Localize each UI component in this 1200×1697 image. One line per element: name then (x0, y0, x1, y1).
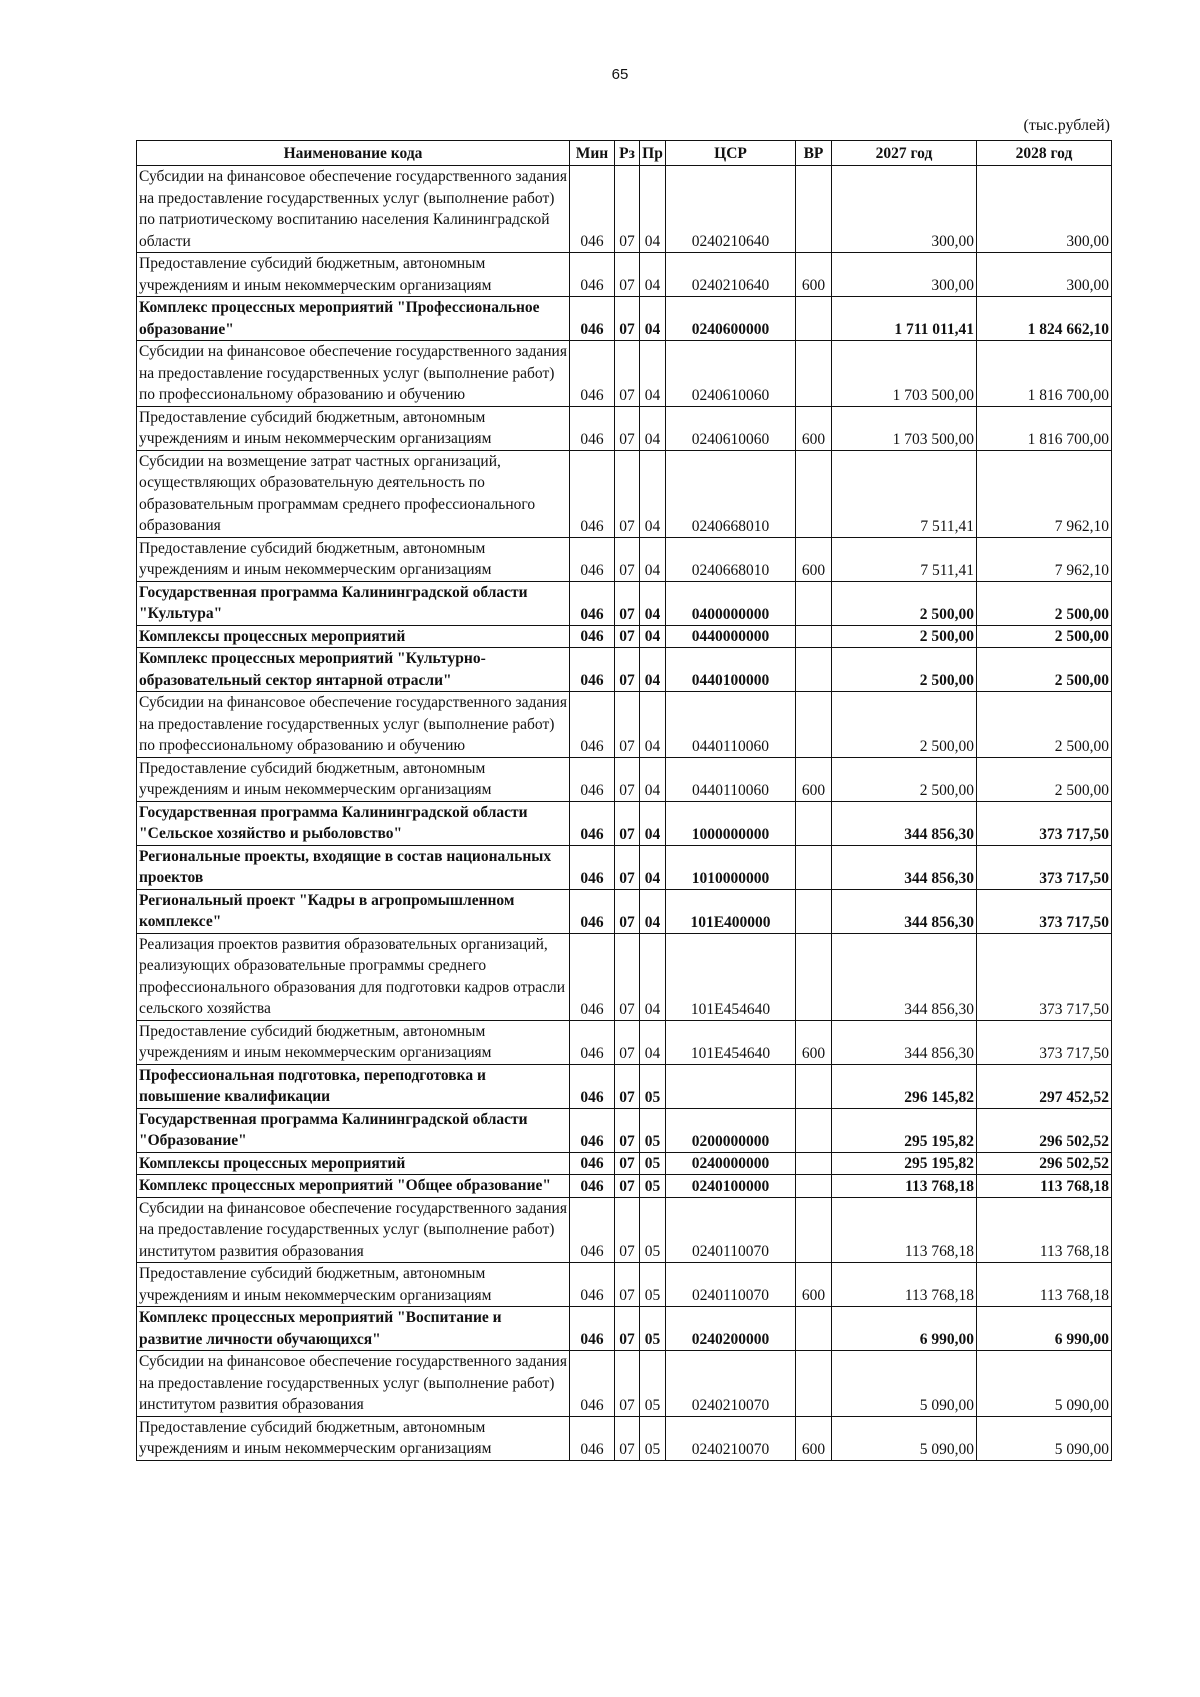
row-rz: 07 (615, 757, 640, 801)
row-2028: 297 452,52 (977, 1064, 1112, 1108)
row-vr (796, 1152, 832, 1175)
table-row (137, 692, 1112, 758)
row-vr: 600 (796, 537, 832, 581)
row-min: 046 (570, 757, 615, 801)
row-2027: 344 856,30 (832, 801, 977, 845)
table-row (137, 537, 1112, 581)
table-row (137, 801, 1112, 845)
row-vr (796, 1108, 832, 1152)
row-2028: 1 816 700,00 (977, 406, 1112, 450)
row-csr: 0240200000 (666, 1307, 796, 1351)
column-header-name: Наименование кода (137, 141, 570, 166)
row-2027: 295 195,82 (832, 1108, 977, 1152)
row-rz: 07 (615, 1020, 640, 1064)
row-name: Региональный проект "Кадры в агропромышленном комплексе" (137, 889, 570, 933)
row-2027: 344 856,30 (832, 933, 977, 1020)
row-vr: 600 (796, 757, 832, 801)
row-pr: 04 (640, 692, 666, 758)
row-pr: 05 (640, 1197, 666, 1263)
row-2027: 300,00 (832, 166, 977, 253)
row-pr: 04 (640, 625, 666, 648)
row-name: Реализация проектов развития образовательных организаций, реализующих образовательные программы среднего профессионального образования для подготовки кадров отрасли сельского хозяйства (137, 933, 570, 1020)
table-row (137, 1108, 1112, 1152)
row-name: Предоставление субсидий бюджетным, автономным учреждениям и иным некоммерческим организациям (137, 1020, 570, 1064)
row-name: Субсидии на финансовое обеспечение государственного задания на предоставление государственных услуг (выполнение работ) по патриотическому воспитанию населения Калининградской области (137, 166, 570, 253)
row-pr: 04 (640, 801, 666, 845)
row-2028: 6 990,00 (977, 1307, 1112, 1351)
row-2027: 1 703 500,00 (832, 406, 977, 450)
row-2027: 5 090,00 (832, 1416, 977, 1460)
row-rz: 07 (615, 933, 640, 1020)
row-csr: 0240110070 (666, 1263, 796, 1307)
column-header-2027: 2027 год (832, 141, 977, 166)
column-header-2028: 2028 год (977, 141, 1112, 166)
row-min: 046 (570, 1175, 615, 1198)
row-csr: 0240668010 (666, 450, 796, 537)
row-2028: 113 768,18 (977, 1263, 1112, 1307)
row-rz: 07 (615, 253, 640, 297)
row-name: Предоставление субсидий бюджетным, автономным учреждениям и иным некоммерческим организациям (137, 253, 570, 297)
row-vr: 600 (796, 1263, 832, 1307)
row-2028: 296 502,52 (977, 1152, 1112, 1175)
row-csr: 0440100000 (666, 648, 796, 692)
row-name: Государственная программа Калининградской области "Образование" (137, 1108, 570, 1152)
table-header-row (137, 141, 1112, 166)
row-rz: 07 (615, 625, 640, 648)
row-name: Предоставление субсидий бюджетным, автономным учреждениям и иным некоммерческим организациям (137, 757, 570, 801)
row-vr: 600 (796, 253, 832, 297)
table-row (137, 450, 1112, 537)
row-rz: 07 (615, 297, 640, 341)
row-name: Субсидии на финансовое обеспечение государственного задания на предоставление государственных услуг (выполнение работ) по профессиональному образованию и обучению (137, 341, 570, 407)
row-min: 046 (570, 933, 615, 1020)
row-rz: 07 (615, 1108, 640, 1152)
column-header-csr: ЦСР (666, 141, 796, 166)
row-csr: 0240610060 (666, 406, 796, 450)
row-2027: 2 500,00 (832, 692, 977, 758)
row-vr (796, 933, 832, 1020)
column-header-pr: Пр (640, 141, 666, 166)
row-name: Комплекс процессных мероприятий "Воспитание и развитие личности обучающихся" (137, 1307, 570, 1351)
table-row (137, 1064, 1112, 1108)
row-vr: 600 (796, 406, 832, 450)
row-min: 046 (570, 450, 615, 537)
row-name: Субсидии на финансовое обеспечение государственного задания на предоставление государственных услуг (выполнение работ) институтом развития образования (137, 1351, 570, 1417)
row-csr: 0240210070 (666, 1416, 796, 1460)
row-csr: 101E454640 (666, 933, 796, 1020)
row-min: 046 (570, 692, 615, 758)
row-2028: 373 717,50 (977, 801, 1112, 845)
row-vr: 600 (796, 1416, 832, 1460)
row-2028: 300,00 (977, 166, 1112, 253)
table-row (137, 933, 1112, 1020)
row-name: Предоставление субсидий бюджетным, автономным учреждениям и иным некоммерческим организациям (137, 406, 570, 450)
row-min: 046 (570, 406, 615, 450)
row-2028: 2 500,00 (977, 692, 1112, 758)
row-vr (796, 889, 832, 933)
row-2027: 5 090,00 (832, 1351, 977, 1417)
row-name: Комплексы процессных мероприятий (137, 1152, 570, 1175)
row-2028: 1 816 700,00 (977, 341, 1112, 407)
row-pr: 04 (640, 253, 666, 297)
table-row (137, 1197, 1112, 1263)
row-pr: 04 (640, 845, 666, 889)
row-2027: 2 500,00 (832, 648, 977, 692)
row-pr: 04 (640, 166, 666, 253)
row-pr: 04 (640, 1020, 666, 1064)
row-csr: 101E454640 (666, 1020, 796, 1064)
row-rz: 07 (615, 692, 640, 758)
row-2028: 2 500,00 (977, 648, 1112, 692)
row-vr (796, 297, 832, 341)
row-2027: 7 511,41 (832, 537, 977, 581)
row-pr: 04 (640, 450, 666, 537)
column-header-vr: ВР (796, 141, 832, 166)
table-row (137, 1263, 1112, 1307)
row-name: Комплексы процессных мероприятий (137, 625, 570, 648)
row-vr (796, 692, 832, 758)
row-name: Региональные проекты, входящие в состав национальных проектов (137, 845, 570, 889)
row-2027: 295 195,82 (832, 1152, 977, 1175)
row-csr: 0440000000 (666, 625, 796, 648)
table-row (137, 1152, 1112, 1175)
row-pr: 05 (640, 1175, 666, 1198)
row-2027: 7 511,41 (832, 450, 977, 537)
row-vr (796, 1064, 832, 1108)
row-min: 046 (570, 537, 615, 581)
row-vr (796, 450, 832, 537)
row-csr: 0200000000 (666, 1108, 796, 1152)
row-rz: 07 (615, 166, 640, 253)
row-2028: 2 500,00 (977, 757, 1112, 801)
row-min: 046 (570, 845, 615, 889)
row-name: Комплекс процессных мероприятий "Культурно-образовательный сектор янтарной отрасли" (137, 648, 570, 692)
row-min: 046 (570, 166, 615, 253)
table-body (137, 166, 1112, 1461)
row-rz: 07 (615, 1263, 640, 1307)
row-name: Комплекс процессных мероприятий "Общее образование" (137, 1175, 570, 1198)
budget-table (136, 140, 1112, 1461)
row-csr: 0240210070 (666, 1351, 796, 1417)
row-2027: 113 768,18 (832, 1197, 977, 1263)
row-2028: 373 717,50 (977, 1020, 1112, 1064)
row-min: 046 (570, 1263, 615, 1307)
row-pr: 04 (640, 757, 666, 801)
row-min: 046 (570, 1064, 615, 1108)
row-name: Субсидии на возмещение затрат частных организаций, осуществляющих образовательную деятельность по образовательным программам среднего профессионального образования (137, 450, 570, 537)
row-min: 046 (570, 801, 615, 845)
row-2028: 113 768,18 (977, 1197, 1112, 1263)
row-csr: 0240000000 (666, 1152, 796, 1175)
table-row (137, 1416, 1112, 1460)
row-pr: 04 (640, 406, 666, 450)
row-csr: 0240610060 (666, 341, 796, 407)
row-2027: 1 711 011,41 (832, 297, 977, 341)
row-pr: 05 (640, 1307, 666, 1351)
row-min: 046 (570, 889, 615, 933)
row-vr (796, 341, 832, 407)
row-rz: 07 (615, 341, 640, 407)
row-rz: 07 (615, 648, 640, 692)
row-rz: 07 (615, 845, 640, 889)
row-csr: 0240210640 (666, 166, 796, 253)
row-2027: 6 990,00 (832, 1307, 977, 1351)
row-2027: 113 768,18 (832, 1175, 977, 1198)
row-vr (796, 1351, 832, 1417)
row-name: Предоставление субсидий бюджетным, автономным учреждениям и иным некоммерческим организациям (137, 1263, 570, 1307)
row-name: Профессиональная подготовка, переподготовка и повышение квалификации (137, 1064, 570, 1108)
row-csr: 1000000000 (666, 801, 796, 845)
row-name: Комплекс процессных мероприятий "Профессиональное образование" (137, 297, 570, 341)
row-rz: 07 (615, 1175, 640, 1198)
row-pr: 05 (640, 1064, 666, 1108)
row-min: 046 (570, 1197, 615, 1263)
row-min: 046 (570, 297, 615, 341)
row-2027: 2 500,00 (832, 625, 977, 648)
row-2028: 5 090,00 (977, 1351, 1112, 1417)
row-2028: 113 768,18 (977, 1175, 1112, 1198)
row-csr: 101E400000 (666, 889, 796, 933)
row-min: 046 (570, 253, 615, 297)
table-row (137, 253, 1112, 297)
row-2028: 373 717,50 (977, 889, 1112, 933)
table-row (137, 889, 1112, 933)
row-2027: 1 703 500,00 (832, 341, 977, 407)
row-rz: 07 (615, 1152, 640, 1175)
row-2028: 2 500,00 (977, 625, 1112, 648)
row-rz: 07 (615, 1064, 640, 1108)
row-pr: 05 (640, 1416, 666, 1460)
row-pr: 04 (640, 537, 666, 581)
page-number: 65 (611, 66, 629, 83)
row-min: 046 (570, 1108, 615, 1152)
row-rz: 07 (615, 406, 640, 450)
row-pr: 05 (640, 1152, 666, 1175)
row-2027: 113 768,18 (832, 1263, 977, 1307)
row-csr (666, 1064, 796, 1108)
row-vr (796, 1197, 832, 1263)
row-2028: 1 824 662,10 (977, 297, 1112, 341)
row-min: 046 (570, 1416, 615, 1460)
row-rz: 07 (615, 1351, 640, 1417)
row-name: Государственная программа Калининградской области "Культура" (137, 581, 570, 625)
row-min: 046 (570, 1020, 615, 1064)
table-row (137, 406, 1112, 450)
table-row (137, 297, 1112, 341)
row-csr: 0440110060 (666, 757, 796, 801)
row-csr: 0240110070 (666, 1197, 796, 1263)
table-row (137, 1175, 1112, 1198)
row-name: Субсидии на финансовое обеспечение государственного задания на предоставление государственных услуг (выполнение работ) институтом развития образования (137, 1197, 570, 1263)
row-pr: 04 (640, 933, 666, 1020)
row-2027: 2 500,00 (832, 581, 977, 625)
row-2027: 344 856,30 (832, 1020, 977, 1064)
table-row (137, 341, 1112, 407)
table-row (137, 1307, 1112, 1351)
table-row (137, 166, 1112, 253)
row-rz: 07 (615, 889, 640, 933)
row-min: 046 (570, 648, 615, 692)
unit-label: (тыс.рублей) (1023, 117, 1110, 134)
row-csr: 0240100000 (666, 1175, 796, 1198)
row-2028: 296 502,52 (977, 1108, 1112, 1152)
row-pr: 04 (640, 581, 666, 625)
row-pr: 05 (640, 1108, 666, 1152)
row-2027: 296 145,82 (832, 1064, 977, 1108)
row-rz: 07 (615, 450, 640, 537)
row-csr: 0240668010 (666, 537, 796, 581)
row-rz: 07 (615, 537, 640, 581)
row-rz: 07 (615, 1197, 640, 1263)
row-pr: 04 (640, 341, 666, 407)
row-csr: 0240210640 (666, 253, 796, 297)
row-2027: 344 856,30 (832, 889, 977, 933)
table-row (137, 1020, 1112, 1064)
row-min: 046 (570, 1351, 615, 1417)
row-vr (796, 648, 832, 692)
column-header-rz: Рз (615, 141, 640, 166)
row-vr: 600 (796, 1020, 832, 1064)
row-min: 046 (570, 625, 615, 648)
table-row (137, 581, 1112, 625)
row-pr: 05 (640, 1351, 666, 1417)
row-pr: 04 (640, 889, 666, 933)
row-2028: 373 717,50 (977, 845, 1112, 889)
table-row (137, 757, 1112, 801)
row-2028: 7 962,10 (977, 450, 1112, 537)
row-csr: 0440110060 (666, 692, 796, 758)
row-name: Предоставление субсидий бюджетным, автономным учреждениям и иным некоммерческим организациям (137, 1416, 570, 1460)
row-2028: 2 500,00 (977, 581, 1112, 625)
row-2027: 2 500,00 (832, 757, 977, 801)
row-2028: 7 962,10 (977, 537, 1112, 581)
row-vr (796, 1175, 832, 1198)
row-vr (796, 801, 832, 845)
row-pr: 05 (640, 1263, 666, 1307)
row-min: 046 (570, 341, 615, 407)
row-min: 046 (570, 1152, 615, 1175)
row-2027: 344 856,30 (832, 845, 977, 889)
row-rz: 07 (615, 801, 640, 845)
row-rz: 07 (615, 581, 640, 625)
table-row (137, 648, 1112, 692)
row-name: Предоставление субсидий бюджетным, автономным учреждениям и иным некоммерческим организациям (137, 537, 570, 581)
row-min: 046 (570, 1307, 615, 1351)
row-vr (796, 166, 832, 253)
row-rz: 07 (615, 1416, 640, 1460)
row-csr: 0400000000 (666, 581, 796, 625)
table-row (137, 1351, 1112, 1417)
row-rz: 07 (615, 1307, 640, 1351)
row-pr: 04 (640, 297, 666, 341)
table-row (137, 845, 1112, 889)
row-csr: 1010000000 (666, 845, 796, 889)
row-vr (796, 1307, 832, 1351)
row-2027: 300,00 (832, 253, 977, 297)
row-vr (796, 625, 832, 648)
row-vr (796, 581, 832, 625)
row-name: Государственная программа Калининградской области "Сельское хозяйство и рыболовство" (137, 801, 570, 845)
row-2028: 373 717,50 (977, 933, 1112, 1020)
row-min: 046 (570, 581, 615, 625)
row-2028: 5 090,00 (977, 1416, 1112, 1460)
row-name: Субсидии на финансовое обеспечение государственного задания на предоставление государственных услуг (выполнение работ) по профессиональному образованию и обучению (137, 692, 570, 758)
row-2028: 300,00 (977, 253, 1112, 297)
table-row (137, 625, 1112, 648)
row-vr (796, 845, 832, 889)
column-header-min: Мин (570, 141, 615, 166)
row-pr: 04 (640, 648, 666, 692)
row-csr: 0240600000 (666, 297, 796, 341)
